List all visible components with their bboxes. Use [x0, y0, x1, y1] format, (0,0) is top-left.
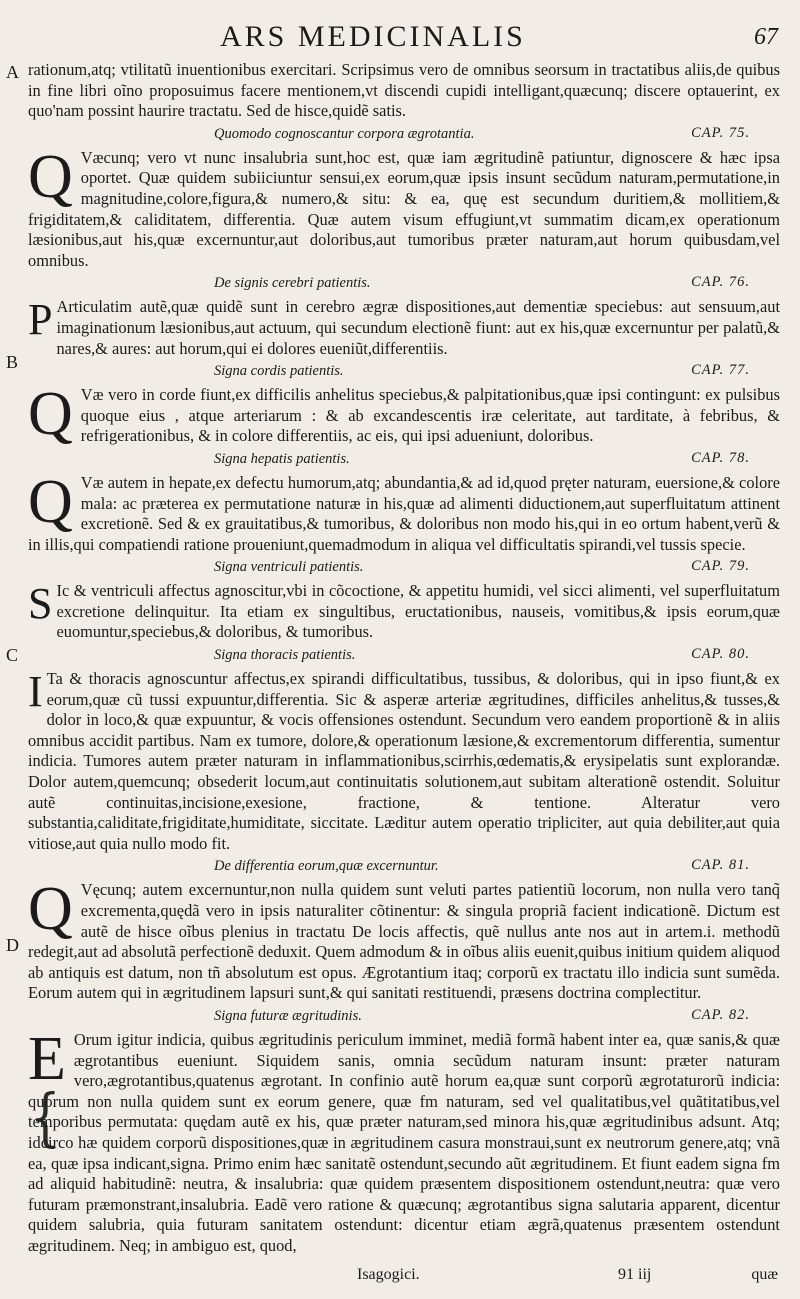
- catchword: quæ: [751, 1266, 778, 1283]
- section-text: Vęcunq; autem excernuntur,non nulla quidem sunt veluti partes patientiũ locorum, non nulla vero tanq̃ excrementa,quędã vero in ipsis naturaliter cõtinentur: & singula propriã facient indicationẽ. Dictum est autẽ de hisce oĩbus plenius in tractatu De locis affectis, quẽ nullus ante nos aut in artem.i. methodũ redegit,aut ad absolutã perfectionẽ deduxit. Quem admodum & in oĩbus aliis euenit,quibus initium quidem aliquod ab antiquis est datum, non tñ absolutum est opus. Ægrotantium itaq; corporũ ex tractatu illo indicia sunt sumẽda. Eorum autem qui in ægritudinem lapsuri sunt,& qui sanitati restituendi, præsens doctrina complectitur.: [28, 880, 780, 1003]
- section-text: Ta & thoracis agnoscuntur affectus,ex spirandi difficultatibus, tussibus, & doloribus, qui in ipso fiunt,& ex eorum,quæ cũ tussi expuuntur,differentia. Sic & asperæ arteriæ ægritudines, difficiles anhelitus,& tusses,& dolor in loco,& quæ expuuntur, & vocis offensiones ostendunt. Secundum vero eandem proportionẽ & in aliis omnibus accidit partibus. Nam ex tumore, dolore,& operationum læsione,& excrementorum differentia, sumentur indicia. Tumores autem præter naturam in inflammationibus,scirrhis,œdematis,& erysipelatis sunt explorandæ. Dolor autem,quemcunq; obsederit locum,aut continuitatis solutionem,aut subitam alterationẽ ostendit. Soluitur autẽ continuitas,incisione,exesione, fractione, & tentione. Alteratur vero substantia,caliditate,frigiditate,humiditate, siccitate. Læditur autem operatio tripliciter, aut quia debiliter,aut quia vitiose,aut quia nullo modo fit.: [28, 669, 780, 853]
- section-heading: [28, 362, 780, 382]
- page-number: 67: [754, 24, 778, 50]
- section-text: Væcunq; vero vt nunc insalubria sunt,hoc est, quæ iam ægritudinẽ patiuntur, dignoscere & hæc ipsa oportet. Quæ quidem subiiciuntur sensui,ex eorum,quæ ipsis insunt secũdum naturam,permutatione,in magnitudine,colore,figura,& numero,& situ: & ea, quę est secundum duritiem,& mollitiem,& frigiditatem,& caliditatem, differentia. Quæ autem visum effugiunt,vt summatim dicam,ex operationum læsionibus,aut his,quæ excernuntur,aut doloribus,aut tumoribus præter naturam,aut horum quibusdam,vel omnibus.: [28, 147, 780, 270]
- section-title: Signa cordis patientis.: [214, 363, 344, 380]
- section-paragraph: [28, 669, 780, 854]
- margin-letter-b: B: [6, 352, 19, 372]
- section-text: Væ vero in corde fiunt,ex difficilis anhelitus speciebus,& palpitationibus,quæ ipsi contingunt: ex pulsibus quoque eius , atque arteriarum : & ab excandescentis iræ celeritate, aut tarditate, à febribus, & refrigerationibus, & in colore differentiis, ac eis, qui ipsi adueniunt, doloribus.: [80, 385, 780, 446]
- chapter-number: CAP. 80.: [691, 646, 750, 663]
- section-heading: [28, 558, 780, 578]
- section-title: Signa ventriculi patientis.: [214, 559, 364, 576]
- section-title: Signa hepatis patientis.: [214, 450, 350, 467]
- margin-letter-c: C: [6, 645, 19, 665]
- section-paragraph: [28, 297, 780, 359]
- drop-cap: P: [28, 295, 53, 345]
- chapter-number: CAP. 77.: [691, 362, 750, 379]
- section-paragraph: [28, 581, 780, 643]
- section-title: Quomodo cognoscantur corpora ægrotantia.: [214, 125, 475, 142]
- intro-paragraph: rationum,atq; vtilitatũ inuentionibus exercitari. Scripsimus vero de omnibus seorsum in tractatibus aliis,de quibus in fine libri oĩno proposuimus facere mentionem,vt discendi cupidi intelligant,quæcunq; discere optauerint, ex quo'nam possint haurire tractatu. Sed de hisce,quidẽ satis.: [28, 60, 780, 121]
- section-heading: [28, 646, 780, 666]
- page-title: ARS MEDICINALIS: [220, 20, 526, 53]
- drop-cap: I: [28, 667, 43, 717]
- drop-cap: E: [28, 1024, 66, 1093]
- section-paragraph: [28, 875, 780, 1004]
- drop-cap: Q: [28, 380, 73, 449]
- section-paragraph: [28, 380, 780, 449]
- chapter-number: CAP. 81.: [691, 857, 750, 874]
- margin-letter-a: A: [6, 62, 19, 82]
- section-heading: [28, 274, 780, 294]
- section-text: Articulatim autẽ,quæ quidẽ sunt in cerebro ægræ dispositiones,aut dementiæ speciebus: aut sensuum,aut imaginationum læsionibus,aut actuum, qui secundum electionẽ fiunt: aut ex his,quæ excernuntur per palatũ,& nares,& aures: aut horum,qui ei dolores eueniũt,differentiis.: [56, 297, 780, 358]
- chapter-number: CAP. 79.: [691, 558, 750, 575]
- section-text: Orum igitur indicia, quibus ægritudinis periculum imminet, mediã formã habent inter ea, quæ sanis,& quæ ægrotantibus eueniunt. Siquidem sanis, omnia secũdum naturam insunt: præter naturam vero,ægrotantibus,quatenus ægrotant. In confinio autẽ horum ea,quæ sunt corporũ ægrotaturorũ indicia: quorum non nulla quidem sunt ex eorum genere, quæ fm naturam, sed vel qualitatibus,vel quãtitatibus,vel temporibus permutata: quędam autẽ ex his, quæ præter naturam,sed minora his,quæ ægritudinibus adsunt. Atq; idcirco hæ quidem corporũ dispositiones,quæ in ægritudinem casura monstraui,sunt ex neutrorum genere,atq; vnã ea, quæ ipsa indicant,signa. Primo enim hæc sanitatẽ ostendunt,secundo aũt ægritudinem. Et fiunt eadem signa fm ad aliquid habitudinẽ: neutra, & insalubria: quæ quidem præsentem dispositionem ostendunt,neutra: quæ vero futuram præmonstrant,insalubria. Eadẽ vero ratione & quæcunq; ægrotantibus signa salutaria apparent, dicentur quidem salubria, quia futuram sanitatem ostendunt: dicentur etiam ægrã,quatenus præsentem ostendunt ægritudinem. Neq; in ambiguo est, quod,: [28, 1029, 780, 1255]
- drop-cap: Q: [28, 875, 73, 944]
- chapter-number: CAP. 82.: [691, 1006, 750, 1023]
- section-paragraph: [28, 467, 780, 555]
- section-title: Signa futuræ ægritudinis.: [214, 1007, 362, 1024]
- drop-cap: Q: [28, 467, 73, 536]
- text-body: [28, 60, 780, 1259]
- folio-mark: 91 iij: [618, 1266, 652, 1283]
- section-title: Signa thoracis patientis.: [214, 647, 356, 664]
- chapter-number: CAP. 76.: [691, 274, 750, 291]
- section-title: De signis cerebri patientis.: [214, 275, 371, 292]
- section-paragraph: [28, 1024, 780, 1257]
- chapter-number: CAP. 75.: [691, 124, 750, 141]
- section-heading: [28, 1007, 780, 1027]
- running-header: [0, 14, 800, 54]
- page-footer: [0, 1262, 800, 1292]
- section-title: De differentia eorum,quæ excernuntur.: [214, 858, 439, 875]
- section-heading: [28, 125, 780, 145]
- section-heading: [28, 857, 780, 877]
- signature-mark: Isagogici.: [357, 1266, 420, 1283]
- section-paragraph: [28, 142, 780, 272]
- drop-cap: Q: [28, 142, 73, 211]
- handwritten-brace-mark: {: [30, 1081, 61, 1155]
- margin-letter-d: D: [6, 935, 19, 955]
- section-heading: [28, 450, 780, 470]
- chapter-number: CAP. 78.: [691, 449, 750, 466]
- section-text: Ic & ventriculi affectus agnoscitur,vbi in cõcoctione, & appetitu humidi, vel sicci alimenti, vel superfluitatum excretione delinquitur. Ita etiam ex singultibus, eructationibus, nauseis, vomitibus,& ipsis eorum,quæ euomuntur,speciebus,& doloribus, & tumoribus.: [56, 581, 780, 642]
- section-text: Væ autem in hepate,ex defectu humorum,atq; abundantia,& ad id,quod pręter naturam, euersione,& colore mala: ac præterea ex permutatione naturæ in his,quæ ad alimenti diductionem,aut superfluitatum attinent excretionẽ. Sed & ex grauitatibus,& tumoribus, & doloribus non modo his,qui in eo ortum habent,verũ & in illis,qui compatiendi ratione proueniunt,quemadmodum in aliqua vel difficultatis spirandi,vel tussis specie.: [28, 472, 780, 554]
- drop-cap: S: [28, 579, 53, 629]
